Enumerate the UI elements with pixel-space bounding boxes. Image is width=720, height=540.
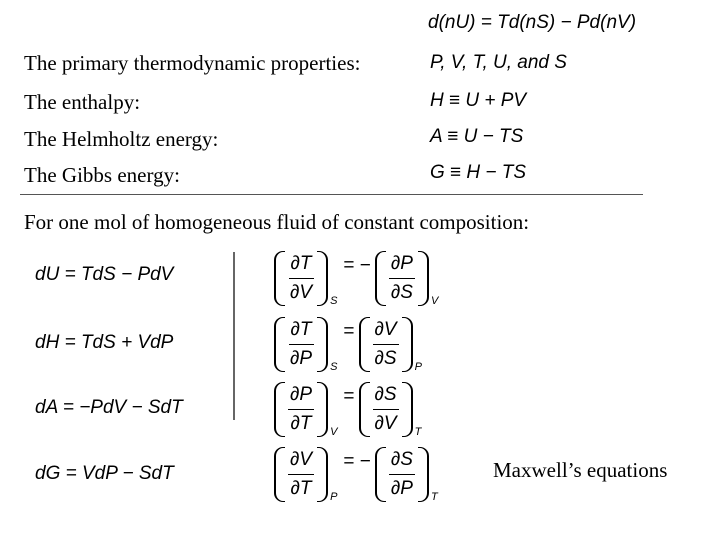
partial-derivative-lhs: $\frac{\partial P}{\partial T}$: [274, 382, 328, 437]
maxwell-relation-3: [274, 378, 421, 440]
relation-sign: =: [343, 386, 355, 407]
divider-horizontal: [20, 194, 643, 195]
differential-dG: dG = VdP − SdT: [35, 463, 174, 484]
partial-derivative-lhs: $\frac{\partial T}{\partial V}$: [274, 251, 328, 306]
maxwell-relation-1: [274, 247, 438, 309]
partial-derivative-lhs: $\frac{\partial V}{\partial T}$: [274, 447, 328, 502]
maxwell-relation-2: [274, 313, 422, 375]
enthalpy-formula: H ≡ U + PV: [430, 90, 527, 111]
partial-derivative-lhs: $\frac{\partial T}{\partial P}$: [274, 317, 328, 372]
lhs-subscript: V: [330, 426, 338, 438]
helmholtz-formula: A ≡ U − TS: [430, 126, 524, 147]
partial-derivative-rhs: $\frac{\partial V}{\partial S}$: [359, 317, 413, 372]
enthalpy-label: The enthalpy:: [24, 90, 141, 114]
partial-derivative-rhs: $\frac{\partial P}{\partial S}$: [375, 251, 429, 306]
rhs-subscript: V: [430, 295, 439, 307]
primary-properties-formula: P, V, T, U, and S: [430, 52, 567, 73]
differential-dU: dU = TdS − PdV: [35, 264, 174, 285]
partial-derivative-rhs: $\frac{\partial S}{\partial V}$: [359, 382, 413, 437]
maxwell-relation-4: [274, 443, 438, 505]
differential-dA: dA = −PdV − SdT: [35, 397, 183, 418]
rhs-subscript: T: [430, 491, 438, 503]
helmholtz-label: The Helmholtz energy:: [24, 127, 219, 151]
rhs-subscript: P: [414, 361, 422, 373]
section-heading: For one mol of homogeneous fluid of constant composition:: [24, 210, 530, 234]
primary-properties-label: The primary thermodynamic properties:: [24, 51, 361, 75]
lhs-subscript: S: [330, 295, 338, 307]
partial-derivative-rhs: $\frac{\partial S}{\partial P}$: [375, 447, 429, 502]
relation-sign: = −: [343, 255, 371, 276]
differential-dH: dH = TdS + VdP: [35, 332, 174, 353]
gibbs-label: The Gibbs energy:: [24, 163, 180, 187]
relation-sign: = −: [343, 451, 371, 472]
lhs-subscript: P: [330, 491, 338, 503]
lhs-subscript: S: [330, 361, 338, 373]
divider-vertical: [233, 252, 235, 420]
relation-sign: =: [343, 321, 355, 342]
top-equation: d(nU) = Td(nS) − Pd(nV): [428, 12, 637, 33]
maxwell-equations-label: Maxwell’s equations: [493, 458, 668, 482]
rhs-subscript: T: [414, 426, 422, 438]
gibbs-formula: G ≡ H − TS: [430, 162, 527, 183]
